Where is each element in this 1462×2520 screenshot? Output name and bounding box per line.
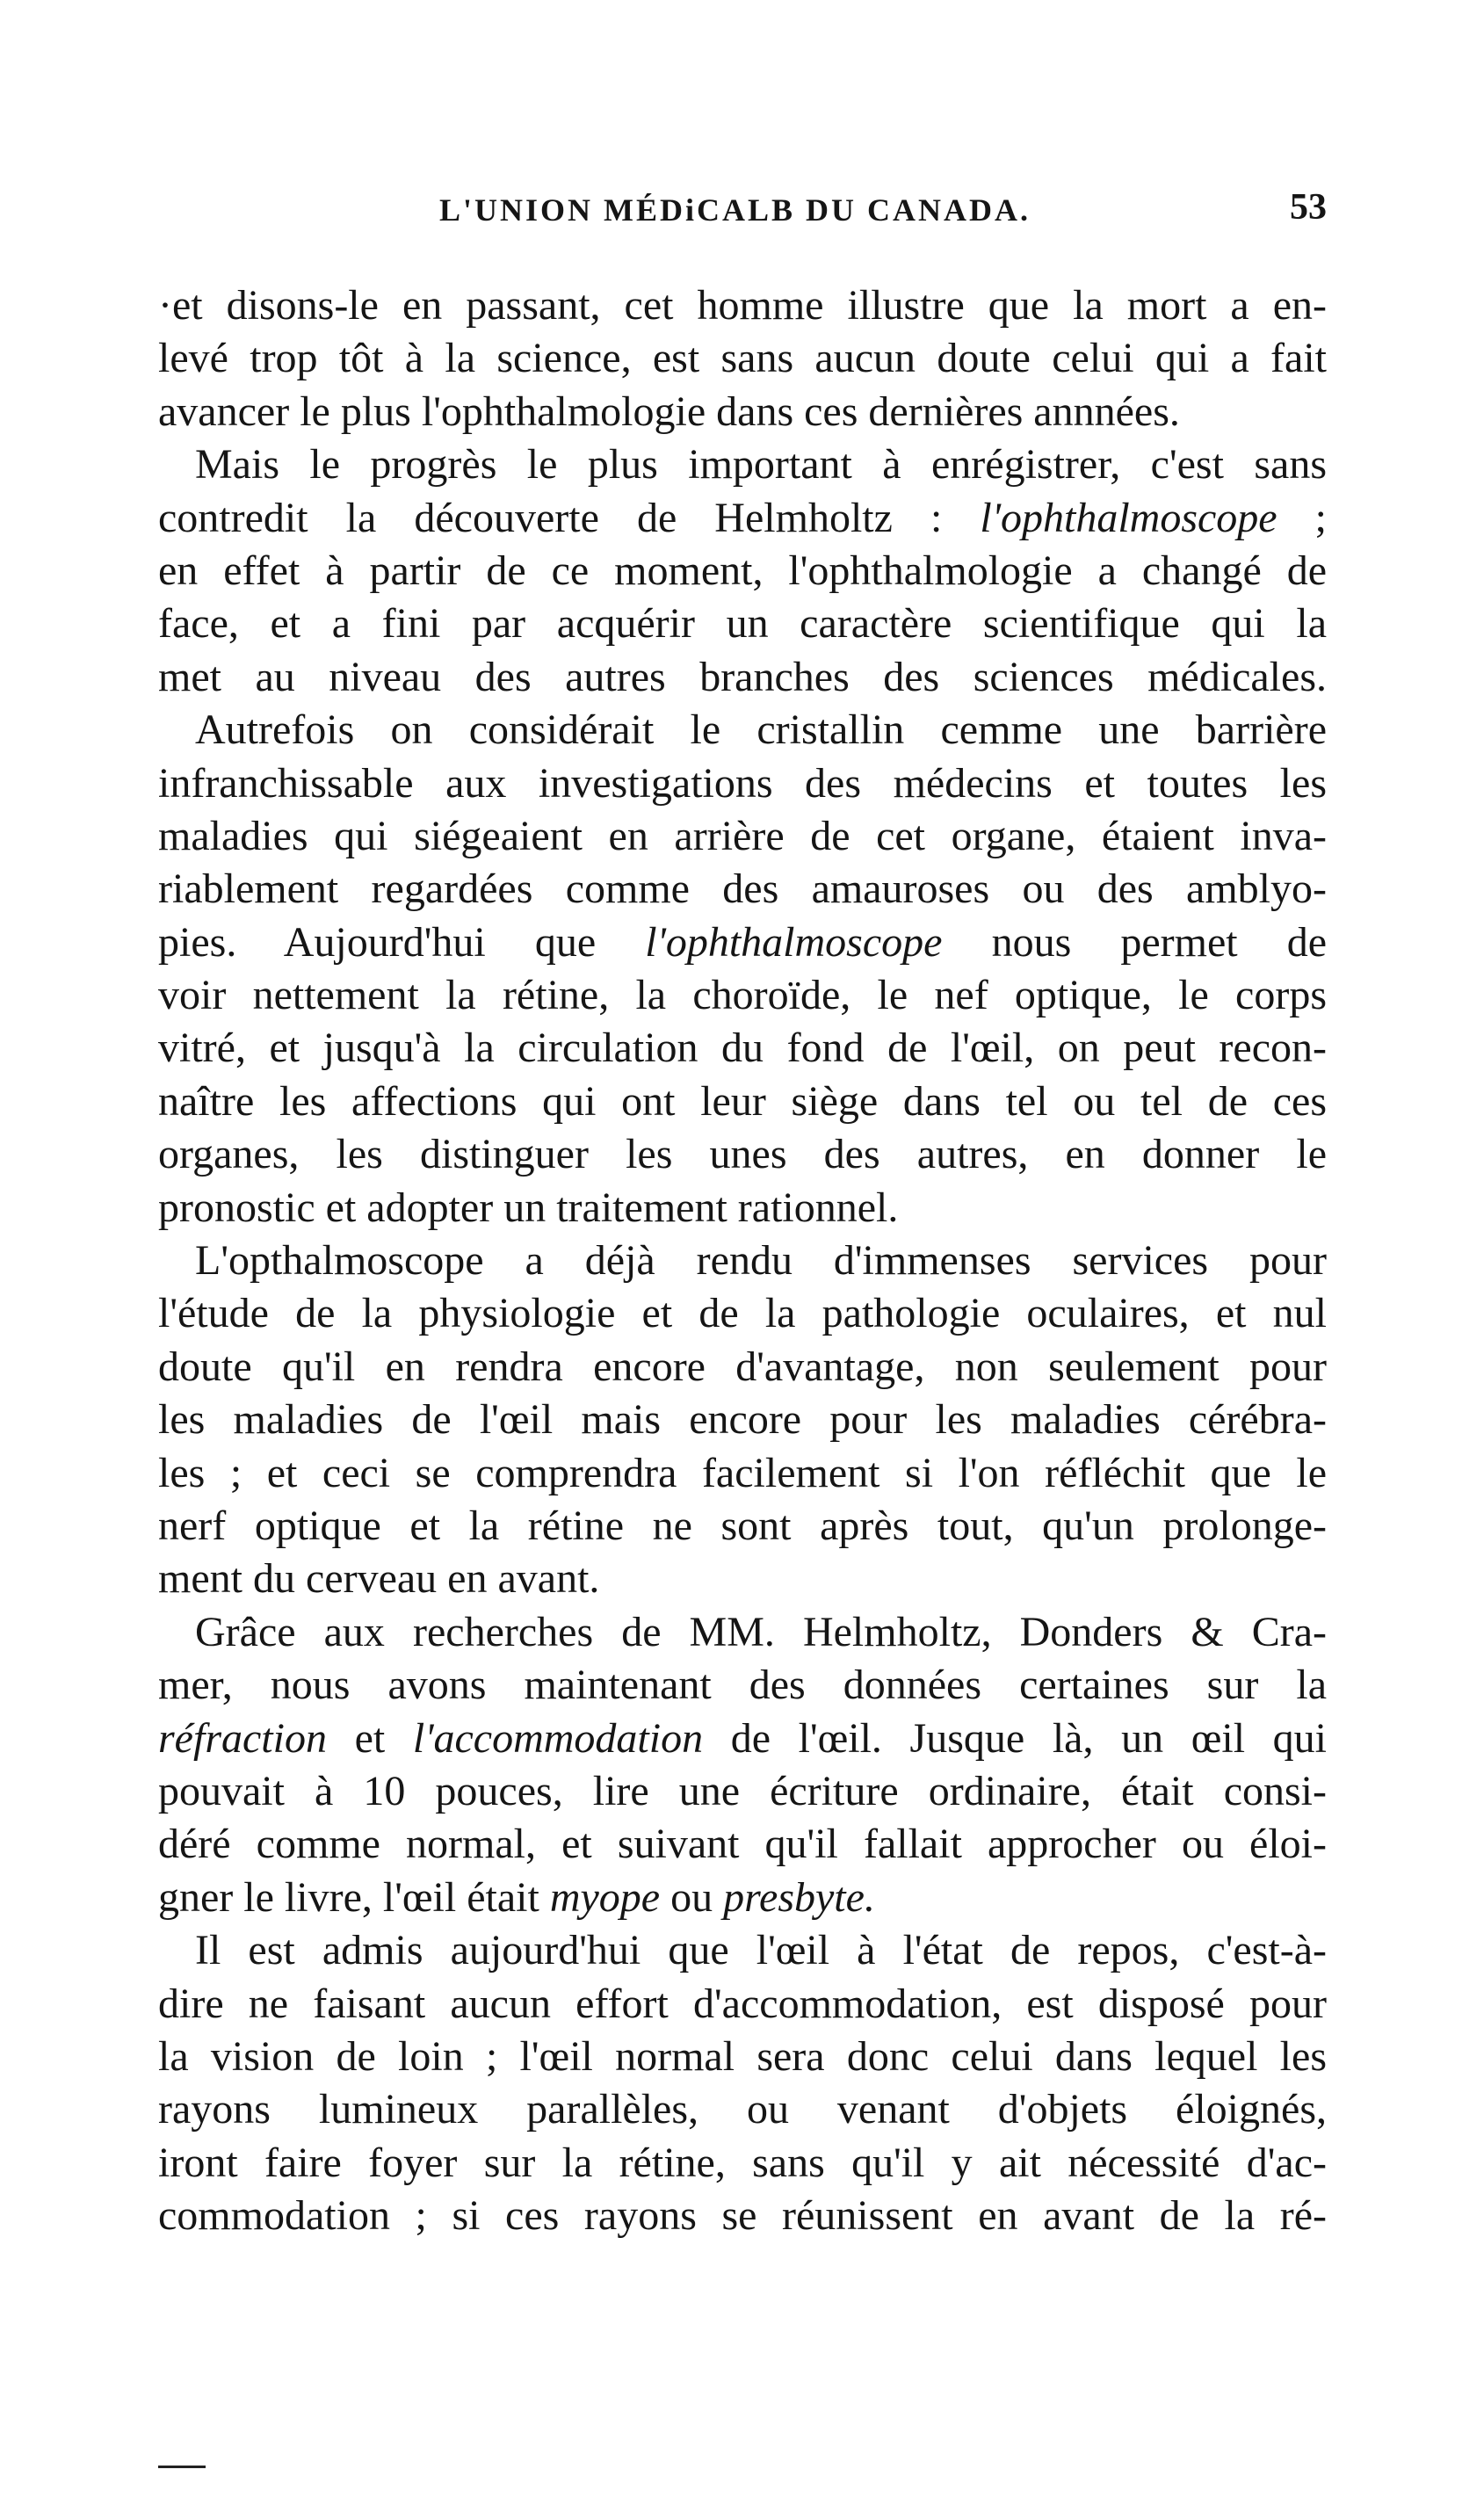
text-line: contredit la découverte de Helmholtz : l'ophthalmoscope ; [158,494,1327,541]
text-line: levé trop tôt à la science, est sans aucun doute celui qui a fait [158,335,1327,382]
paragraph [158,1924,1327,2242]
text-line: nerf optique et la rétine ne sont après tout, qu'un prolonge- [158,1502,1327,1549]
paragraph [158,438,1327,704]
italic-text: myope [549,1873,661,1921]
text-line: en effet à partir de ce moment, l'ophthalmologie a changé de [158,547,1327,594]
italic-text: presbyte. [723,1873,875,1921]
text-line: face, et a fini par acquérir un caractère scientifique qui la [158,600,1327,648]
body-text [158,279,1327,2242]
text-line: déré comme normal, et suivant qu'il fallait approcher ou éloi- [158,1821,1327,1868]
paragraph [158,279,1327,438]
paragraph [158,1235,1327,1606]
text-line: maladies qui siégeaient en arrière de cet organe, étaient inva- [158,812,1327,859]
text-line: commodation ; si ces rayons se réunissent en avant de la ré- [158,2192,1327,2240]
text-line: L'opthalmoscope a déjà rendu d'immenses services pour [195,1237,1327,1285]
text-line: voir nettement la rétine, la choroïde, le nef optique, le corps [158,972,1327,1019]
italic-text: l'ophthalmoscope [980,494,1277,541]
text-line: mer, nous avons maintenant des données certaines sur la [158,1662,1327,1709]
book-page [158,0,1327,2520]
text-line: gner le livre, l'œil était myope ou presbyte. [158,1873,875,1921]
paragraph [158,1606,1327,1924]
text-line: les maladies de l'œil mais encore pour les maladies cérébra- [158,1396,1327,1444]
text-line: pies. Aujourd'hui que l'ophthalmoscope nous permet de [158,918,1327,966]
page-number: 53 [1290,187,1327,228]
text-line: ·et disons-le en passant, cet homme illustre que la mort a en- [158,282,1327,329]
italic-text: réfraction [158,1714,327,1762]
text-line: Il est admis aujourd'hui que l'œil à l'état de repos, c'est-à- [195,1927,1327,1974]
italic-text: l'ophthalmoscope [645,918,943,966]
text-line: riablement regardées comme des amauroses ou des amblyo- [158,865,1327,913]
text-line: dire ne faisant aucun effort d'accommodation, est disposé pour [158,1980,1327,2027]
text-line: infranchissable aux investigations des médecins et toutes les [158,759,1327,807]
text-line: pronostic et adopter un traitement rationnel. [158,1184,899,1231]
text-line: Grâce aux recherches de MM. Helmholtz, Donders & Cra- [195,1608,1327,1655]
running-title: L'UNION MÉDiCALB DU CANADA. [439,192,1031,228]
text-line: iront faire foyer sur la rétine, sans qu'il y ait nécessité d'ac- [158,2139,1327,2186]
italic-text: l'accommodation [412,1714,704,1762]
text-line: pouvait à 10 pouces, lire une écriture ordinaire, était consi- [158,1767,1327,1814]
text-line: Autrefois on considérait le cristallin cemme une barrière [195,706,1327,754]
text-line: ment du cerveau en avant. [158,1555,600,1603]
footer-rule [158,2466,206,2468]
text-line: naître les affections qui ont leur siège dans tel ou tel de ces [158,1077,1327,1125]
text-line: Mais le progrès le plus important à enrégistrer, c'est sans [195,441,1327,489]
text-line: organes, les distinguer les unes des autres, en donner le [158,1131,1327,1178]
text-line: doute qu'il en rendra encore d'avantage, non seulement pour [158,1343,1327,1390]
text-line: réfraction et l'accommodation de l'œil. Jusque là, un œil qui [158,1714,1327,1762]
text-line: la vision de loin ; l'œil normal sera donc celui dans lequel les [158,2032,1327,2080]
paragraph [158,704,1327,1235]
text-line: vitré, et jusqu'à la circulation du fond de l'œil, on peut recon- [158,1025,1327,1072]
text-line: l'étude de la physiologie et de la pathologie oculaires, et nul [158,1290,1327,1337]
text-line: avancer le plus l'ophthalmologie dans ces dernières annnées. [158,387,1180,435]
text-line: les ; et ceci se comprendra facilement si l'on réfléchit que le [158,1449,1327,1496]
page-header [158,183,1327,235]
text-line: met au niveau des autres branches des sciences médicales. [158,653,1327,700]
text-line: rayons lumineux parallèles, ou venant d'objets éloignés, [158,2086,1327,2133]
